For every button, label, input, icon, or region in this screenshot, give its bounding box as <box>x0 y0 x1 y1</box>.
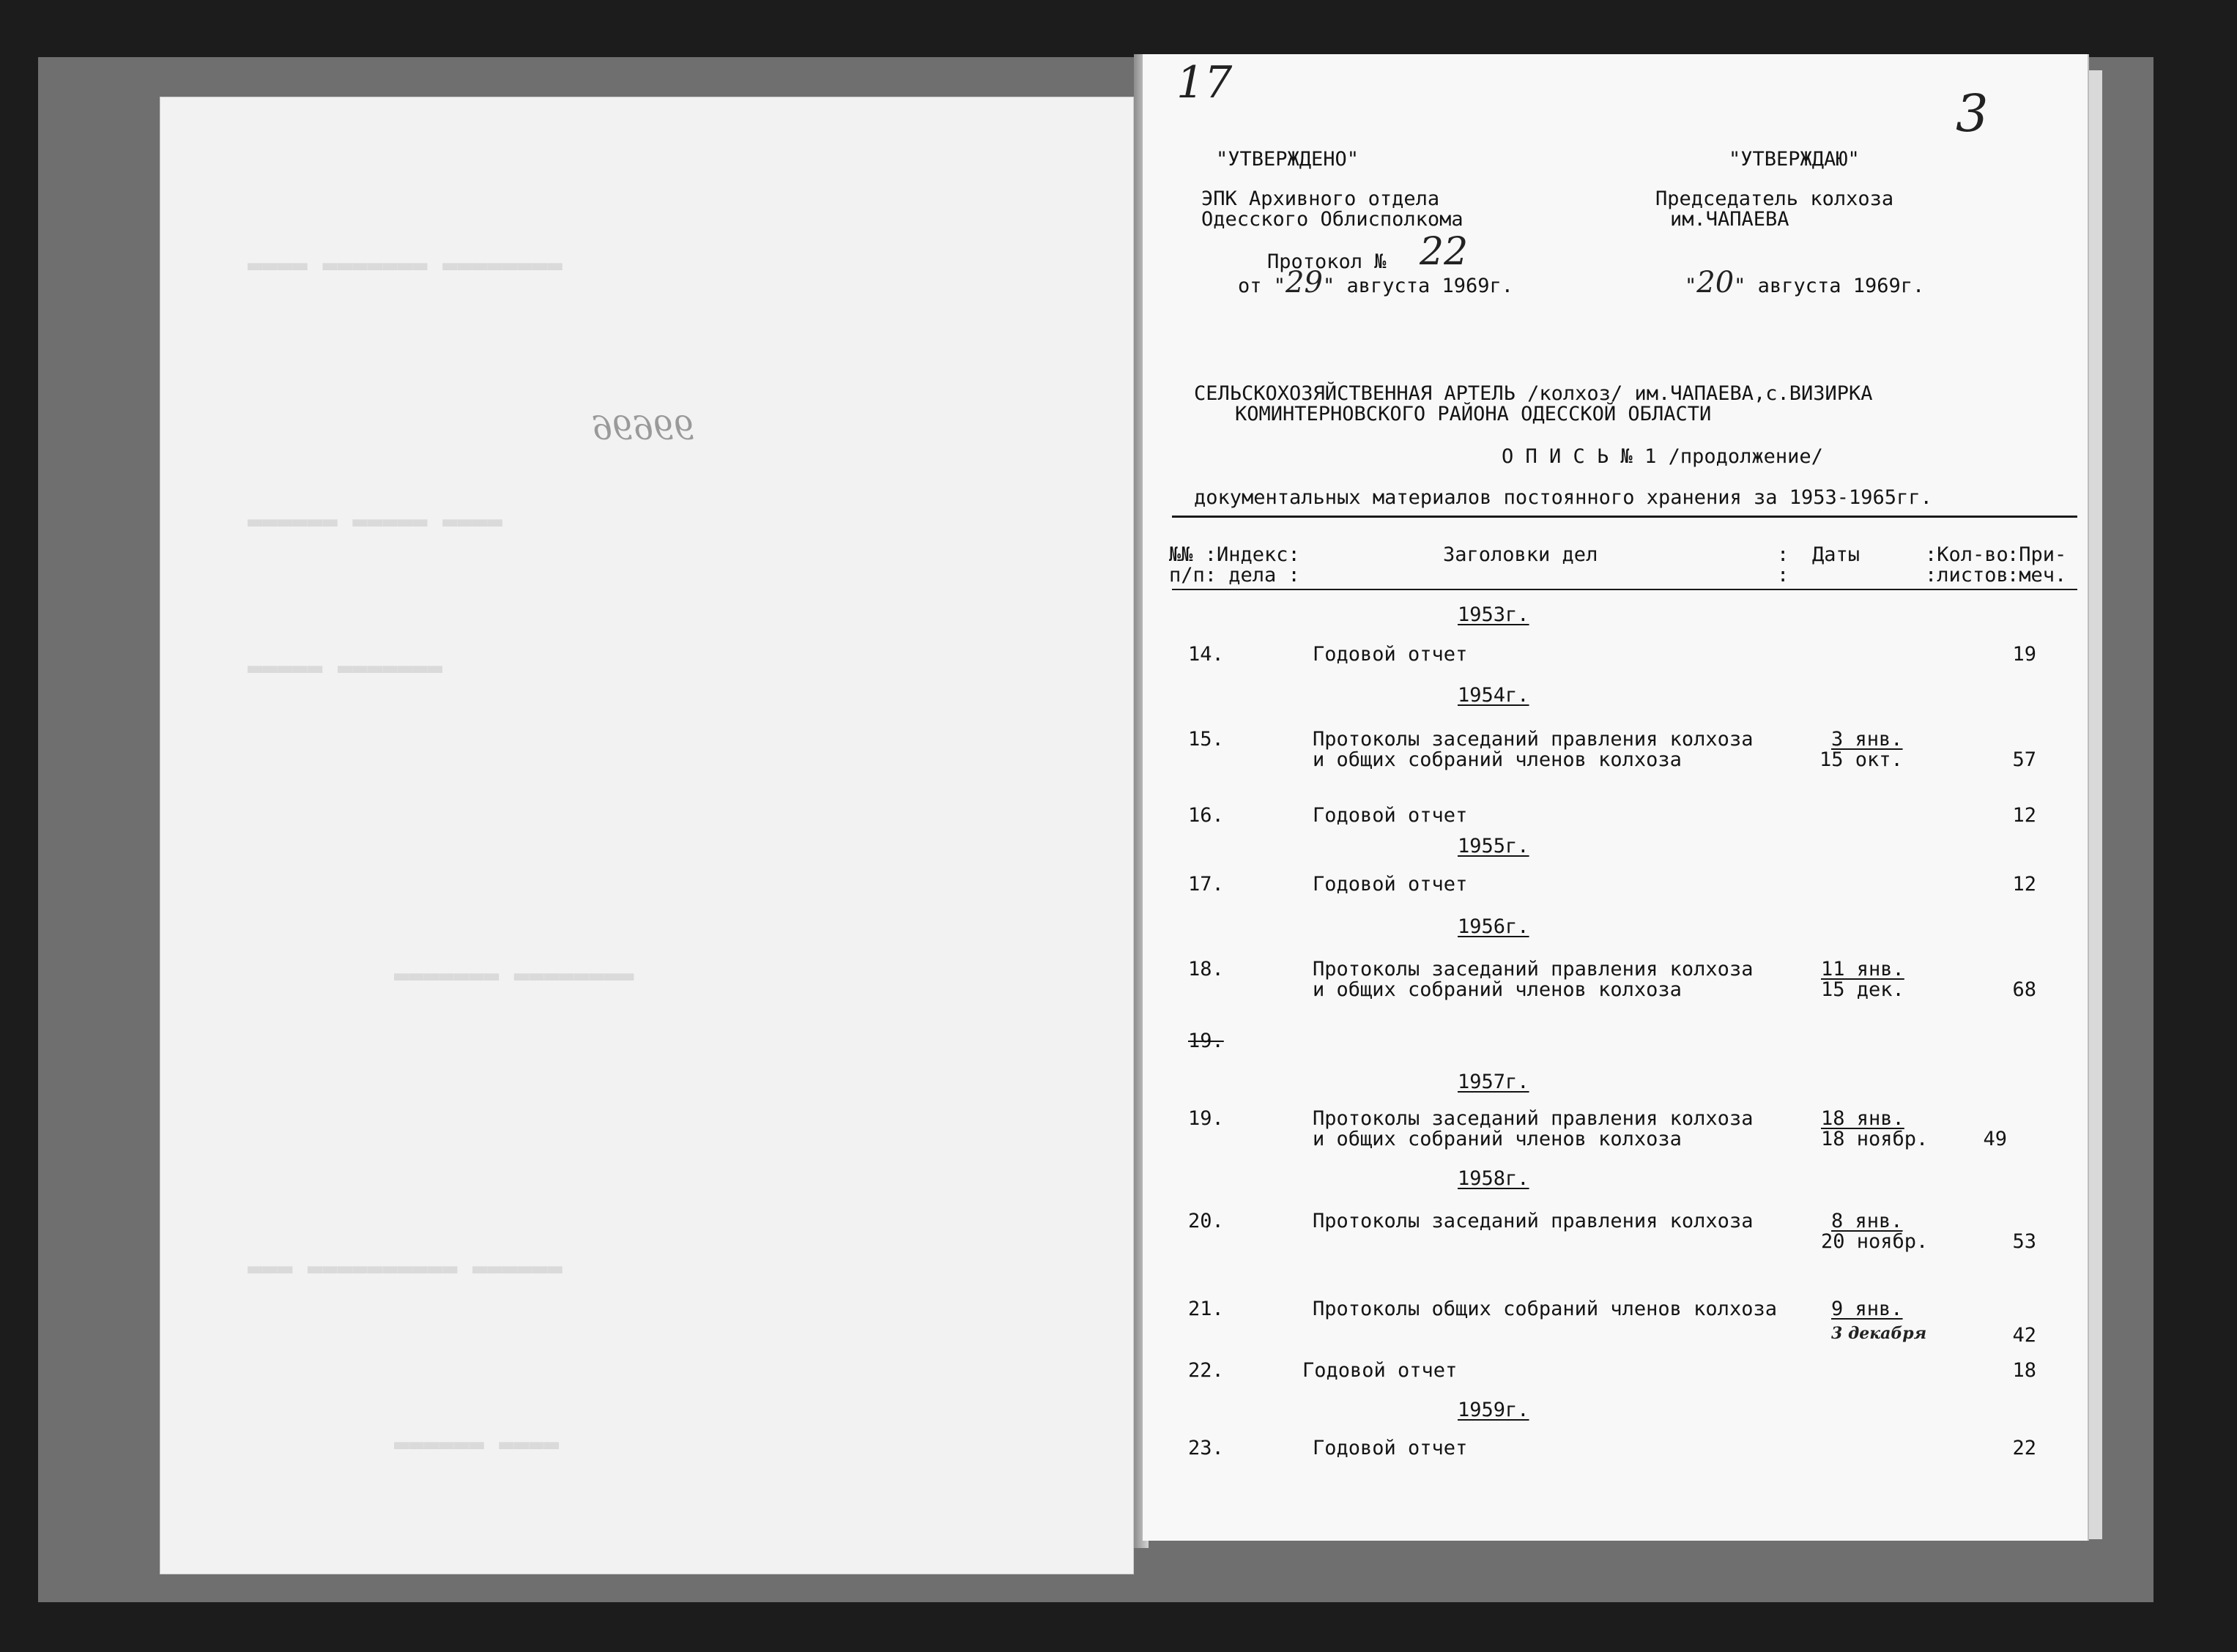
row-date-from: 8 янв. <box>1831 1210 1903 1232</box>
page-number: 3 <box>1956 83 1989 144</box>
row-date-to: 15 окт. <box>1819 748 1903 771</box>
col-count-2: :листов <box>1925 564 2008 587</box>
struck-row-number <box>1188 1030 1224 1053</box>
year-heading: 1953г. <box>1458 603 1529 626</box>
row-date-from: 3 янв. <box>1831 728 1903 751</box>
row-count: 22 <box>2012 1437 2036 1459</box>
row-count: 57 <box>2012 748 2036 771</box>
inventory-subtitle: документальных материалов постоянного хранения за 1953-1965гг. <box>1194 486 1932 509</box>
row-title: Протоколы общих собраний членов колхоза <box>1313 1298 1777 1320</box>
row-count: 42 <box>2012 1324 2036 1347</box>
row-number: 18. <box>1188 958 1224 981</box>
row-number: 14. <box>1188 643 1224 666</box>
row-number: 17. <box>1188 873 1224 896</box>
approval-date-suffix: " августа 1969г. <box>1734 275 1925 297</box>
approval-date-day: 20 <box>1696 266 1735 299</box>
row-title: Годовой отчет <box>1313 643 1468 666</box>
struck-row-number-text: 19. <box>1188 1030 1224 1052</box>
protocol-date-suffix: " августа 1969г. <box>1322 275 1514 297</box>
approving-org-line1: ЭПК Архивного отдела <box>1201 187 1440 210</box>
year-heading: 1956г. <box>1458 915 1529 938</box>
header-rule <box>1172 516 2077 518</box>
year-heading: 1958г. <box>1458 1167 1529 1190</box>
approved-label: "УТВЕРЖДЕНО" <box>1216 148 1359 171</box>
row-number: 16. <box>1188 804 1224 827</box>
row-number: 23. <box>1188 1437 1224 1459</box>
row-date-from: 9 янв. <box>1831 1298 1903 1320</box>
row-count: 49 <box>1983 1128 2007 1150</box>
approver-role-line2: им.ЧАПАЕВА <box>1670 208 1789 231</box>
col-count-1: :Кол-во <box>1925 543 2008 566</box>
row-title: Протоколы заседаний правления колхоза <box>1313 1107 1754 1130</box>
corner-mark: 17 <box>1176 57 1233 108</box>
title-line1: СЕЛЬСКОХОЗЯЙСТВЕННАЯ АРТЕЛЬ /колхоз/ им.ЧАПАЕВА,с.ВИЗИРКА <box>1194 382 1873 405</box>
row-title: Годовой отчет <box>1313 1437 1468 1459</box>
approval-date <box>1685 266 1925 299</box>
left-page-archive-number: 99696 <box>592 410 694 447</box>
row-title-line2: и общих собраний членов колхоза <box>1313 1128 1682 1150</box>
approving-org-line2: Одесского Облисполкома <box>1201 208 1463 231</box>
row-date-to: 18 ноябр. <box>1821 1128 1929 1150</box>
inventory-title: О П И С Ь № 1 /продолжение/ <box>1502 445 1823 468</box>
row-number: 22. <box>1188 1359 1224 1382</box>
row-date-from: 18 янв. <box>1821 1107 1904 1130</box>
approval-date-prefix: " <box>1685 275 1697 297</box>
col-sep-1: : <box>1777 543 1789 566</box>
col-num-1: №№ :Индекс: <box>1169 543 1300 566</box>
row-title-line2: и общих собраний членов колхоза <box>1313 978 1682 1001</box>
row-title: Протоколы заседаний правления колхоза <box>1313 958 1754 981</box>
row-count: 68 <box>2012 978 2036 1001</box>
col-note-2: :меч. <box>2007 564 2067 587</box>
protocol-label-text: Протокол № <box>1267 250 1387 273</box>
approver-role-line1: Председатель колхоза <box>1655 187 1894 210</box>
title-line2: КОМИНТЕРНОВСКОГО РАЙОНА ОДЕССКОЙ ОБЛАСТИ <box>1235 403 1712 425</box>
row-title: Протоколы заседаний правления колхоза <box>1313 728 1754 751</box>
col-dates: Даты <box>1812 543 1861 566</box>
left-page: 99696 ▬▬▬▬ ▬▬▬▬▬▬▬ ▬▬▬▬▬▬▬▬ ▬▬▬▬▬▬ ▬▬▬▬▬ ▬▬▬▬ ▬▬▬▬▬ ▬▬▬▬▬▬▬ ▬▬▬▬▬▬▬ ▬▬▬▬▬▬▬▬ ▬▬▬ ▬▬▬▬▬▬▬▬▬▬ ▬▬▬▬▬▬ ▬▬▬▬▬▬ ▬▬▬▬ <box>160 97 1134 1574</box>
row-number: 15. <box>1188 728 1224 751</box>
row-date-to-handwritten: 3 декабря <box>1831 1324 1927 1343</box>
row-number: 19. <box>1188 1107 1224 1130</box>
protocol-date-prefix: от " <box>1238 275 1286 297</box>
col-note-1: :При- <box>2007 543 2067 566</box>
row-title: Годовой отчет <box>1313 873 1468 896</box>
row-date-from: 11 янв. <box>1821 958 1904 981</box>
row-count: 12 <box>2012 873 2036 896</box>
protocol-date <box>1238 266 1514 299</box>
row-number: 20. <box>1188 1210 1224 1232</box>
year-heading: 1955г. <box>1458 835 1529 857</box>
col-sep-2: : <box>1777 564 1789 587</box>
row-count: 18 <box>2012 1359 2036 1382</box>
protocol-date-day: 29 <box>1286 266 1323 299</box>
row-title: Годовой отчет <box>1302 1359 1458 1382</box>
inventory-page <box>1143 54 2088 1541</box>
row-title: Протоколы заседаний правления колхоза <box>1313 1210 1754 1232</box>
col-title: Заголовки дел <box>1443 543 1598 566</box>
row-count: 53 <box>2012 1230 2036 1253</box>
row-count: 12 <box>2012 804 2036 827</box>
row-title-line2: и общих собраний членов колхоза <box>1313 748 1682 771</box>
column-header-rule <box>1172 589 2077 590</box>
row-title: Годовой отчет <box>1313 804 1468 827</box>
year-heading: 1957г. <box>1458 1071 1529 1093</box>
row-count: 19 <box>2012 643 2036 666</box>
row-number: 21. <box>1188 1298 1224 1320</box>
row-date-to: 15 дек. <box>1821 978 1904 1001</box>
protocol-number: 22 <box>1420 230 1469 274</box>
year-heading: 1954г. <box>1458 684 1529 707</box>
year-heading: 1959г. <box>1458 1399 1529 1421</box>
row-date-to: 20 ноябр. <box>1821 1230 1929 1253</box>
col-num-2: п/п: дела : <box>1169 564 1300 587</box>
approve-label: "УТВЕРЖДАЮ" <box>1729 148 1860 171</box>
